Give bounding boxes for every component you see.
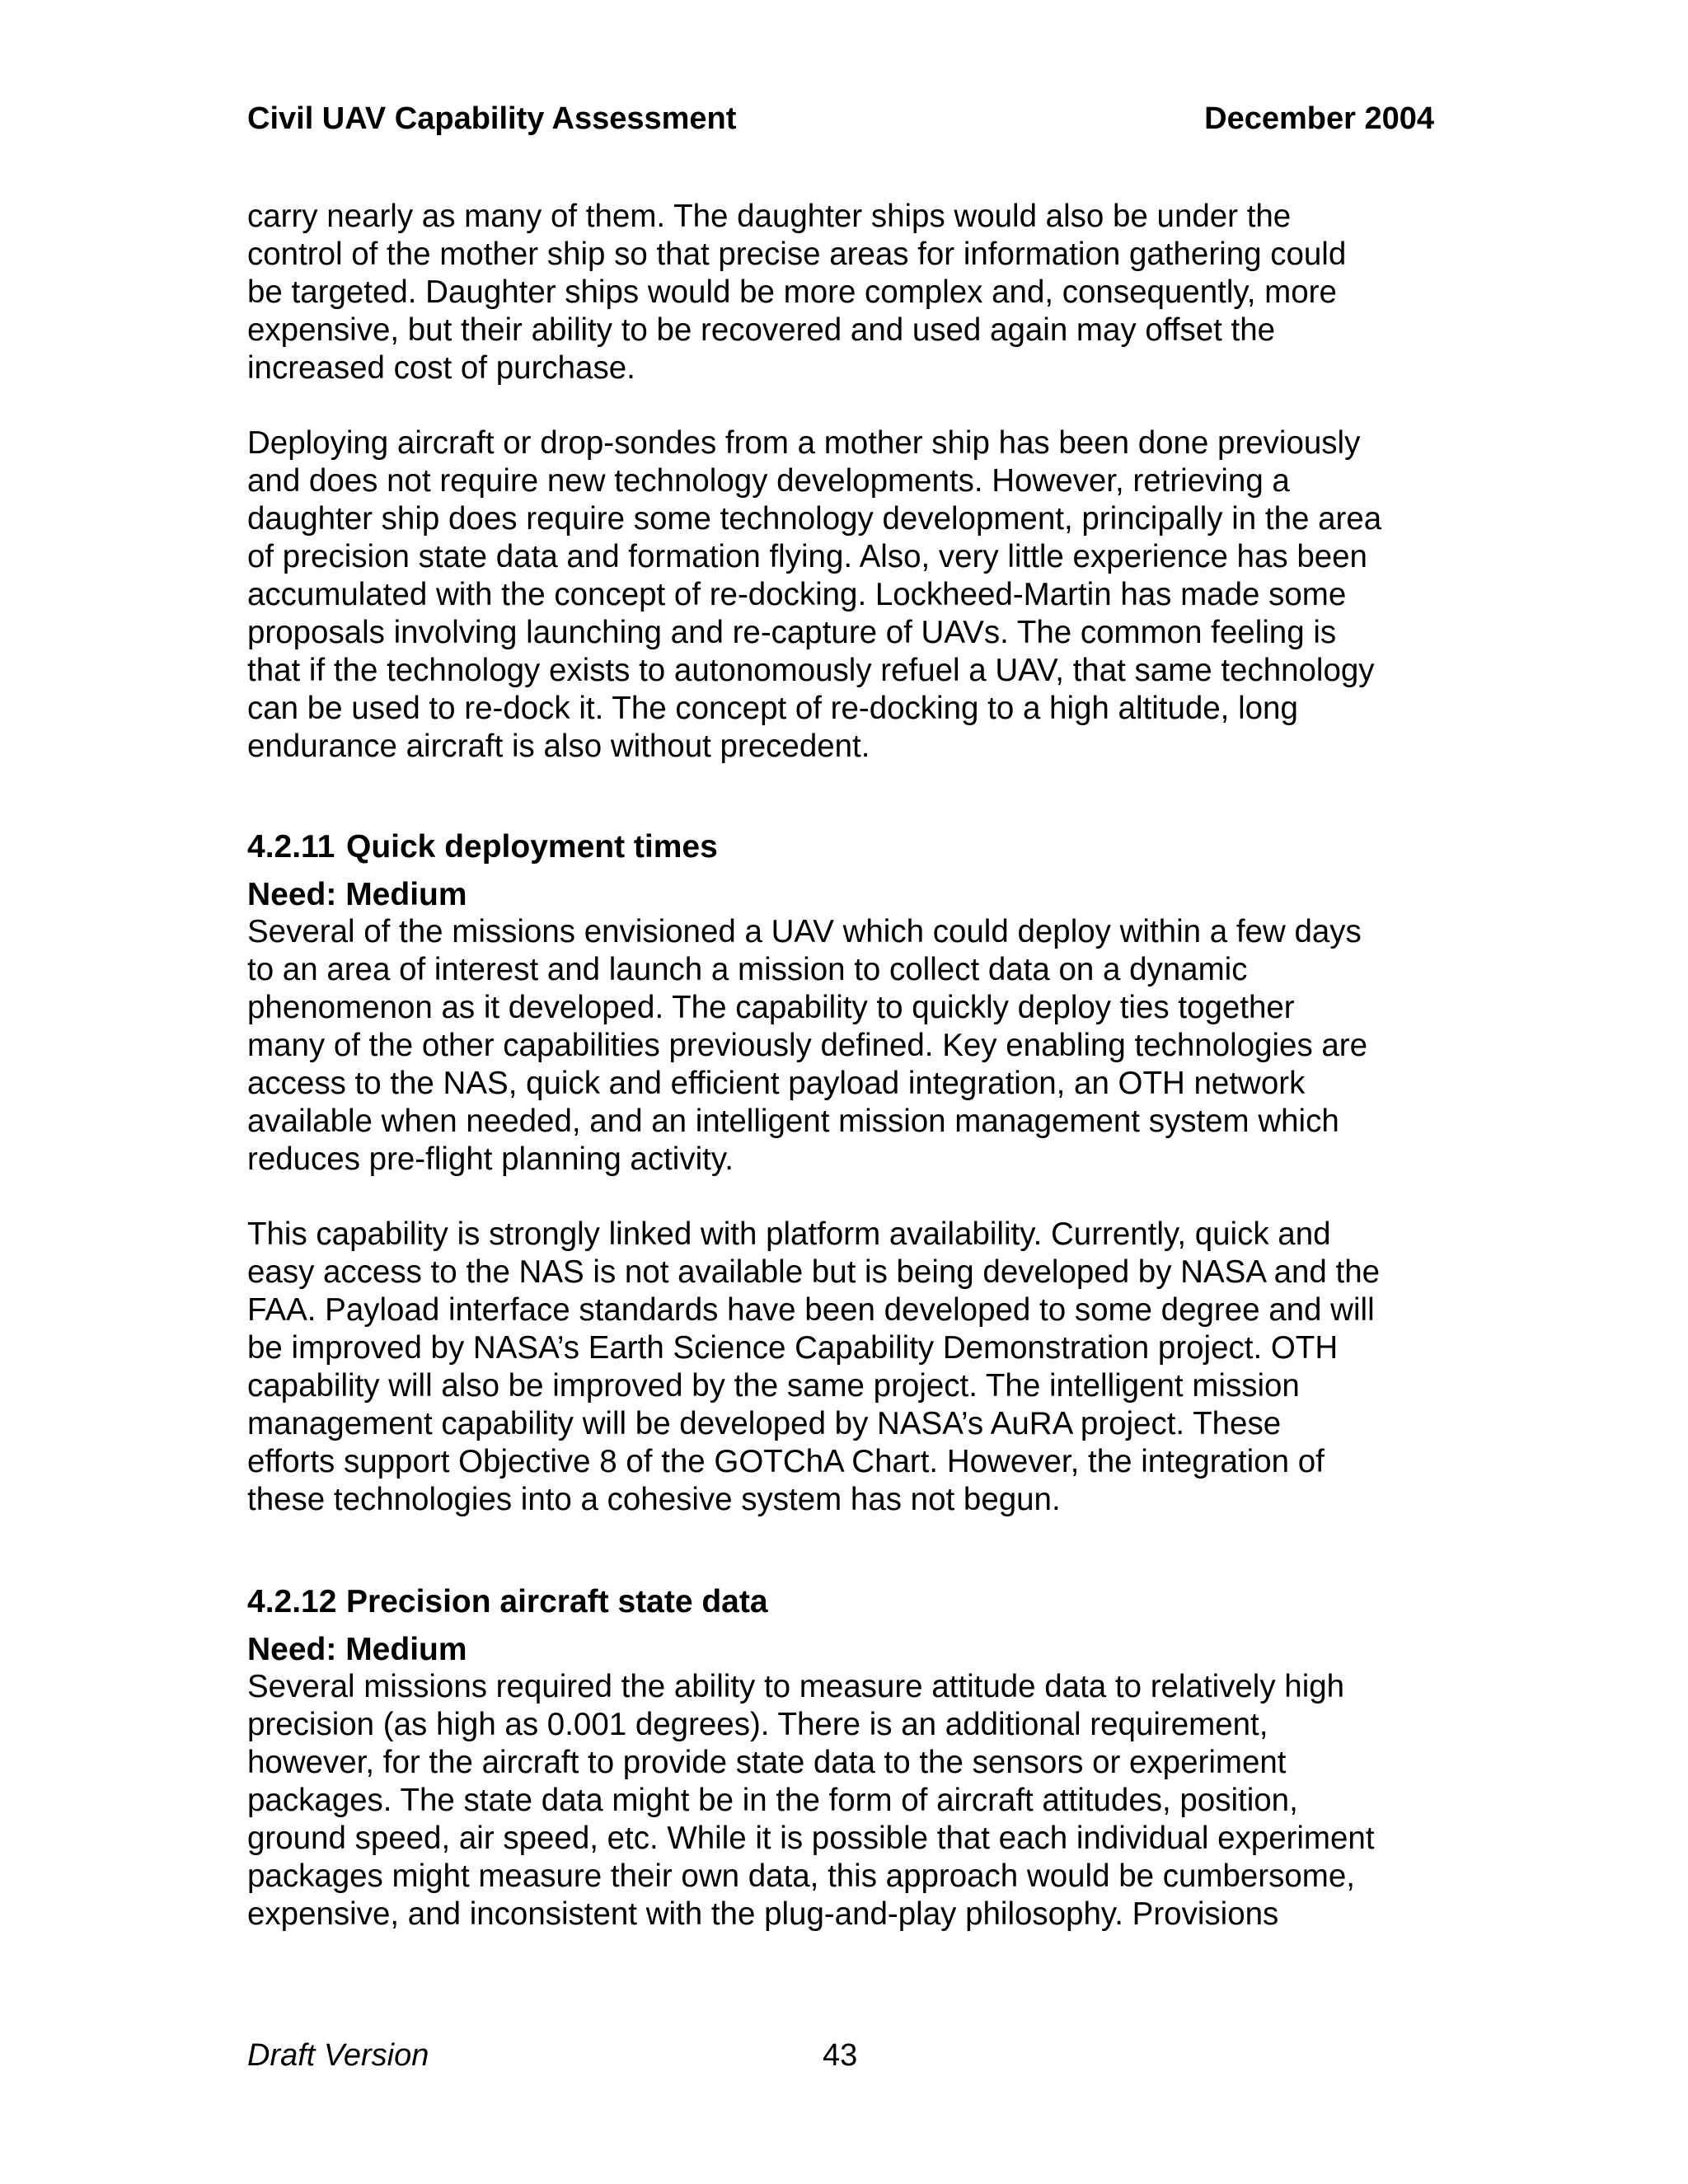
paragraph-deploying-aircraft: Deploying aircraft or drop-sondes from a mother ship has been done previously and does not require new technology developments. However, retrieving a daughter ship does require some technology development, principally in the area of precision state data and formation flying. Also, very little experience has been accumulated with the concept of re-docking. Lockheed-Martin has made some proposals involving launching and re-capture of UAVs. The common feeling is that if the technology exists to autonomously refuel a UAV, that same technology can be used to re-dock it. The concept of re-docking to a high altitude, long endurance aircraft is also without precedent. [247,425,1382,764]
paragraph-precision-state-data: Several missions required the ability to measure attitude data to relatively high precision (as high as 0.001 degrees). There is an additional requirement, however, for the aircraft to provide state data to the sensors or experiment packages. The state data might be in the form of aircraft attitudes, position, ground speed, air speed, etc. While it is possible that each individual experiment packages might measure their own data, this approach would be cumbersome, expensive, and inconsistent with the plug-and-play philosophy. Provisions [247,1669,1375,1932]
document-date: December 2004 [1204,101,1434,136]
section-title: Precision aircraft state data [346,1584,768,1619]
need-level-4-2-12: Need: Medium [247,1632,467,1667]
section-heading-4-2-11 [247,827,718,867]
section-heading-4-2-12 [247,1582,768,1622]
section-number: 4.2.12 [247,1584,337,1619]
paragraph-continuation: carry nearly as many of them. The daughter ships would also be under the control of the mother ship so that precise areas for information gathering could be targeted. Daughter ships would be more complex and, consequently, more expensive, but their ability to be recovered and used again may offset the increased cost of purchase. [247,199,1347,386]
section-number: 4.2.11 [247,829,335,865]
paragraph-quick-deployment-2: This capability is strongly linked with platform availability. Currently, quick and easy access to the NAS is not available but is being developed by NASA and the FAA. Payload interface standards have been developed to some degree and will be improved by NASA’s Earth Science Capability Demonstration project. OTH capability will also be improved by the same project. The intelligent mission management capability will be developed by NASA’s AuRA project. These efforts support Objective 8 of the GOTChA Chart. However, the integration of these technologies into a cohesive system has not begun. [247,1216,1381,1517]
document-title: Civil UAV Capability Assessment [247,101,737,136]
footer-draft-label: Draft Version [247,2038,429,2073]
section-title: Quick deployment times [346,829,718,865]
paragraph-quick-deployment-1: Several of the missions envisioned a UAV which could deploy within a few days to an area of interest and launch a mission to collect data on a dynamic phenomenon as it developed. The capability to quickly deploy ties together many of the other capabilities previously defined. Key enabling technologies are access to the NAS, quick and efficient payload integration, an OTH network available when needed, and an intelligent mission management system which reduces pre-flight planning activity. [247,914,1368,1177]
page-number: 43 [823,2038,858,2073]
need-level-4-2-11: Need: Medium [247,877,467,912]
page-header [247,97,1434,140]
